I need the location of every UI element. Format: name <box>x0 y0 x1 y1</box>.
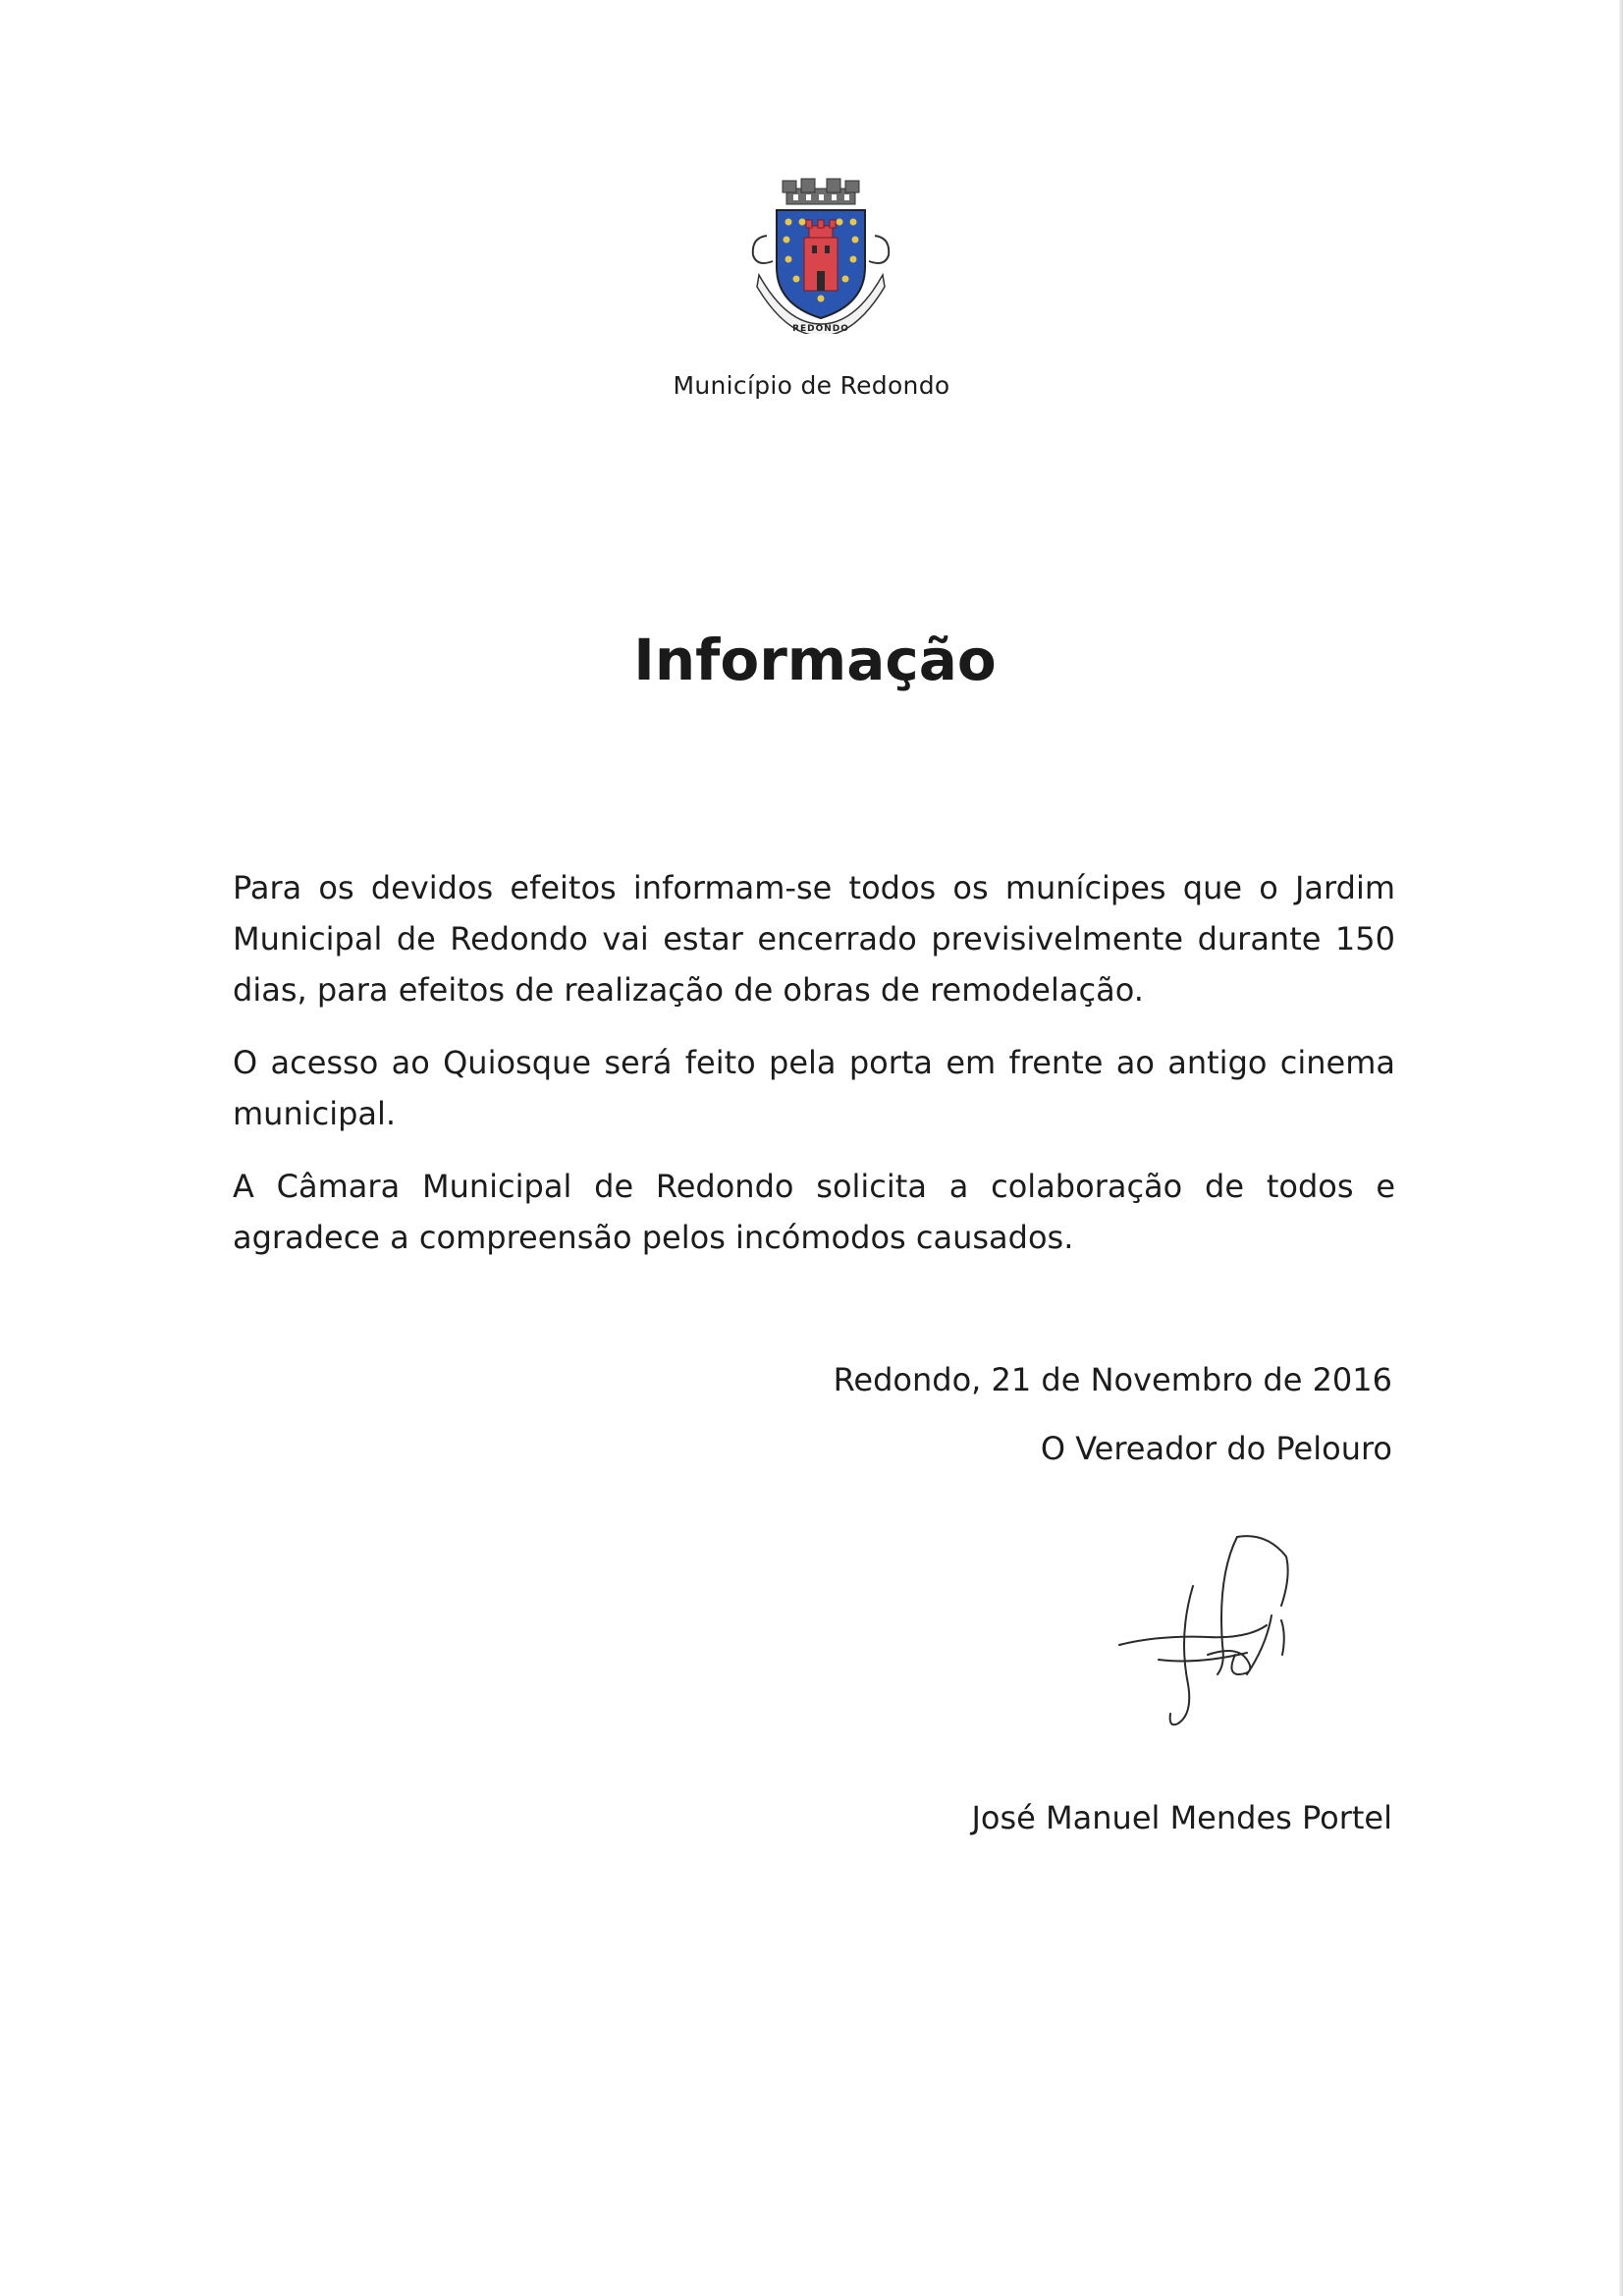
signer-role: O Vereador do Pelouro <box>1040 1430 1392 1467</box>
document-body <box>233 862 1395 1285</box>
document-title: Informação <box>633 627 997 693</box>
signer-name: José Manuel Mendes Portel <box>971 1799 1392 1836</box>
paragraph-acknowledgement: A Câmara Municipal de Redondo solicita a colaboração de todos e agradece a compreensão pelos incómodos causados. <box>233 1168 1395 1256</box>
crest-ribbon-text: REDONDO <box>792 324 849 334</box>
date-line: Redondo, 21 de Novembro de 2016 <box>833 1361 1392 1398</box>
municipality-name: Município de Redondo <box>673 371 950 400</box>
paragraph-kiosk-access: O acesso ao Quiosque será feito pela porta em frente ao antigo cinema municipal. <box>233 1044 1395 1132</box>
scan-edge-shadow <box>1619 0 1623 2296</box>
handwritten-signature <box>1100 1527 1321 1738</box>
paragraph-closure-notice: Para os devidos efeitos informam-se todos os munícipes que o Jardim Municipal de Redondo vai estar encerrado previsivelmente durante 150 dias, para efeitos de realização de obras de remodelação. <box>233 869 1395 1009</box>
municipal-crest-logo <box>737 177 904 334</box>
